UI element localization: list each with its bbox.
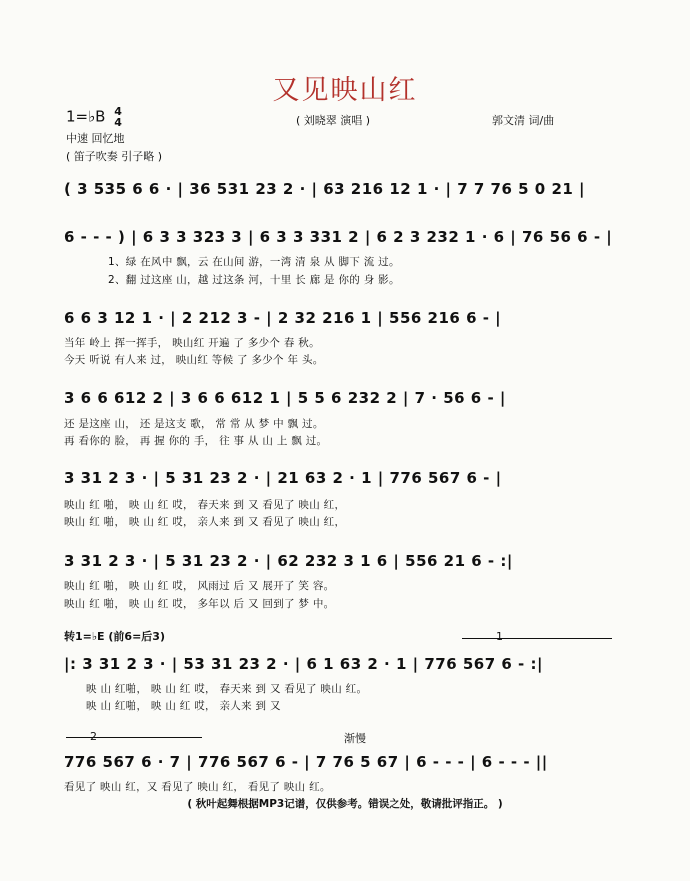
lyric-line-4a: 还 是这座 山， 还 是这支 歌， 常 常 从 梦 中 飘 过。 bbox=[64, 418, 324, 430]
lyric-line-7b: 映 山 红啪， 映 山 红 哎， 亲人来 到 又 bbox=[86, 700, 281, 712]
credits: 郭文清 词/曲 bbox=[492, 114, 555, 127]
score-line-3: 6 6 3 12 1 · | 2 212 3 - | 2 32 216 1 | 556 216 6 - | bbox=[64, 309, 502, 327]
lyric-line-2b: 2、翻 过这座 山，越 过这条 河，十里 长 廊 是 你的 身 影。 bbox=[108, 274, 400, 286]
key-change: 转1=♭E (前6=后3) bbox=[64, 630, 165, 643]
lyric-line-2a: 1、绿 在风中 飘，云 在山间 游，一湾 清 泉 从 脚下 流 过。 bbox=[108, 256, 400, 268]
lyric-line-4b: 再 看你的 脸， 再 握 你的 手， 往 事 从 山 上 飘 过。 bbox=[64, 435, 328, 447]
lyric-line-3b: 今天 听说 有人来 过， 映山红 等候 了 多少个 年 头。 bbox=[64, 354, 324, 366]
score-line-6: 3 31 2 3 · | 5 31 23 2 · | 62 232 3 1 6 | 556 21 6 - :| bbox=[64, 552, 513, 570]
lyric-line-8: 看见了 映山 红，又 看见了 映山 红， 看见了 映山 红。 bbox=[64, 781, 331, 793]
score-line-5: 3 31 2 3 · | 5 31 23 2 · | 21 63 2 · 1 | 776 567 6 - | bbox=[64, 469, 502, 487]
song-title: 又见映山红 bbox=[272, 75, 418, 106]
key-label: 1=♭B bbox=[66, 107, 106, 126]
time-signature bbox=[114, 106, 122, 128]
lyric-line-6a: 映山 红 啪， 映 山 红 哎， 风雨过 后 又 展开了 笑 容。 bbox=[64, 580, 335, 592]
volta-1-label: 1 bbox=[496, 630, 503, 643]
volta-2-label: 2 bbox=[90, 730, 97, 743]
volta-1-bracket bbox=[462, 638, 612, 639]
time-sig-top: 4 bbox=[114, 105, 122, 118]
score-line-4: 3 6 6 612 2 | 3 6 6 612 1 | 5 5 6 232 2 | 7 · 56 6 - | bbox=[64, 389, 506, 407]
lyric-line-3a: 当年 岭上 挥一挥手， 映山红 开遍 了 多少个 春 秋。 bbox=[64, 337, 320, 349]
tempo-change: 渐慢 bbox=[344, 732, 366, 745]
time-sig-bottom: 4 bbox=[114, 116, 122, 129]
footnote: ( 秋叶起舞根据MP3记谱，仅供参考。错误之处，敬请批评指正。 ) bbox=[187, 798, 503, 810]
score-line-2: 6 - - - ) | 6 3 3 323 3 | 6 3 3 331 2 | 6 2 3 232 1 · 6 | 76 56 6 - | bbox=[64, 228, 613, 246]
lyric-line-5a: 映山 红 啪， 映 山 红 哎， 春天来 到 又 看见了 映山 红， bbox=[64, 499, 346, 511]
lyric-line-5b: 映山 红 啪， 映 山 红 哎， 亲人来 到 又 看见了 映山 红， bbox=[64, 516, 346, 528]
score-line-1: ( 3 535 6 6 · | 36 531 23 2 · | 63 216 12 1 · | 7 7 76 5 0 21 | bbox=[64, 180, 586, 198]
singer: ( 刘晓翠 演唱 ) bbox=[296, 114, 371, 127]
tempo-marking: 中速 回忆地 bbox=[66, 132, 125, 145]
score-line-7: |: 3 31 2 3 · | 53 31 23 2 · | 6 1 63 2 · 1 | 776 567 6 - :| bbox=[64, 655, 543, 673]
volta-2-bracket bbox=[66, 737, 202, 738]
key-signature bbox=[66, 106, 122, 128]
score-line-8: 776 567 6 · 7 | 776 567 6 - | 7 76 5 67 | 6 - - - | 6 - - - || bbox=[64, 753, 548, 771]
lyric-line-7a: 映 山 红啪， 映 山 红 哎， 春天来 到 又 看见了 映山 红。 bbox=[86, 683, 368, 695]
lyric-line-6b: 映山 红 啪， 映 山 红 哎， 多年以 后 又 回到了 梦 中。 bbox=[64, 598, 335, 610]
intro-note: ( 笛子吹奏 引子略 ) bbox=[66, 150, 163, 163]
